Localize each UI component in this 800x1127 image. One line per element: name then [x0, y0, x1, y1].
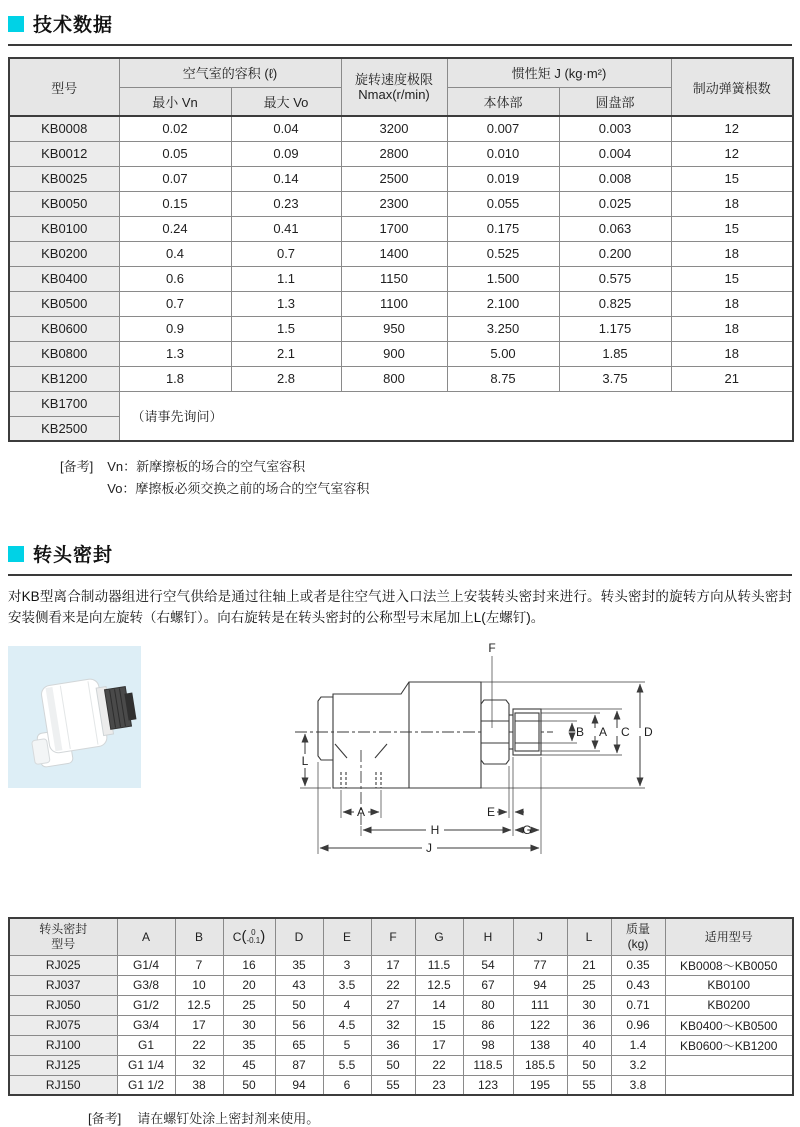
row-cell: 1150: [341, 266, 447, 291]
row-cell: 0.23: [231, 191, 341, 216]
col-header-b: B: [175, 918, 223, 955]
technical-table-header: [9, 58, 793, 116]
rotary-seal-figure: [8, 634, 792, 906]
remark-line-vo: Vo：摩擦板必须交换之前的场合的空气室容积: [107, 481, 370, 496]
row-cell: 111: [513, 995, 567, 1015]
row-cell: 5.00: [447, 341, 559, 366]
row-cell: 950: [341, 316, 447, 341]
row-model: KB0008: [9, 116, 119, 141]
row-cell: 1100: [341, 291, 447, 316]
row-cell: 25: [223, 995, 275, 1015]
table-row: [9, 1035, 793, 1055]
seal-cross-section: [318, 682, 541, 788]
technical-table-body: [9, 116, 793, 391]
col-header-springs: 制动弹簧根数: [671, 58, 793, 116]
dim-label-b: B: [576, 725, 585, 739]
row-model: RJ025: [9, 955, 117, 975]
row-cell: KB0200: [665, 995, 793, 1015]
row-model: RJ050: [9, 995, 117, 1015]
col-header-seal-model: 转头密封 型号: [9, 918, 117, 955]
row-cell: 11.5: [415, 955, 463, 975]
row-cell: 45: [223, 1055, 275, 1075]
col-header-e: E: [323, 918, 371, 955]
row-cell: 3.5: [323, 975, 371, 995]
row-cell: 3.250: [447, 316, 559, 341]
row-cell: 0.575: [559, 266, 671, 291]
row-cell: 0.008: [559, 166, 671, 191]
row-cell: 0.71: [611, 995, 665, 1015]
row-cell: 0.09: [231, 141, 341, 166]
row-cell: 2500: [341, 166, 447, 191]
table-row: [9, 166, 793, 191]
dim-label-d: D: [644, 725, 653, 739]
dim-label-f: F: [488, 641, 496, 655]
col-header-inertia-group: 惯性矩 J (kg·m²): [447, 58, 671, 87]
row-cell: 56: [275, 1015, 323, 1035]
row-cell: 40: [567, 1035, 611, 1055]
section-header-rotary-seal: [8, 540, 792, 576]
row-cell: 32: [371, 1015, 415, 1035]
dim-label-h: H: [430, 823, 440, 837]
row-cell: 36: [371, 1035, 415, 1055]
row-cell: 86: [463, 1015, 513, 1035]
row-cell: 15: [671, 166, 793, 191]
remark-text: 请在螺钉处涂上密封剂来使用。: [137, 1111, 320, 1126]
row-cell: 98: [463, 1035, 513, 1055]
row-cell: 5.5: [323, 1055, 371, 1075]
row-cell: 2.1: [231, 341, 341, 366]
row-cell: G1/4: [117, 955, 175, 975]
row-cell: 0.7: [119, 291, 231, 316]
row-cell: 800: [341, 366, 447, 391]
remark-label: [备考]: [88, 1111, 122, 1126]
technical-table-inquiry-rows: [9, 391, 793, 441]
col-header-volume-group: 空气室的容积 (ℓ): [119, 58, 341, 87]
table-row: [9, 1075, 793, 1095]
col-header-inertia-body: 本体部: [447, 87, 559, 116]
row-cell: 1.1: [231, 266, 341, 291]
row-cell: 38: [175, 1075, 223, 1095]
row-cell: 0.825: [559, 291, 671, 316]
row-cell: G1 1/4: [117, 1055, 175, 1075]
row-model: RJ125: [9, 1055, 117, 1075]
table-row: [9, 391, 793, 416]
col-header-j: J: [513, 918, 567, 955]
row-cell: 900: [341, 341, 447, 366]
row-cell: 0.003: [559, 116, 671, 141]
row-cell: KB0100: [665, 975, 793, 995]
row-cell: 36: [567, 1015, 611, 1035]
row-cell: 1.175: [559, 316, 671, 341]
table-row: [9, 291, 793, 316]
row-cell: 25: [567, 975, 611, 995]
row-cell: 0.07: [119, 166, 231, 191]
row-cell: 87: [275, 1055, 323, 1075]
row-cell: 3: [323, 955, 371, 975]
row-cell: 55: [371, 1075, 415, 1095]
row-model: RJ100: [9, 1035, 117, 1055]
remark-line-vn: Vn：新摩擦板的场合的空气室容积: [107, 459, 306, 474]
row-cell: 8.75: [447, 366, 559, 391]
row-cell: 1.8: [119, 366, 231, 391]
col-header-speed-limit: 旋转速度极限 Nmax(r/min): [341, 58, 447, 116]
row-cell: 50: [371, 1055, 415, 1075]
row-cell: 65: [275, 1035, 323, 1055]
dim-label-l: L: [301, 754, 309, 768]
row-cell: 4: [323, 995, 371, 1015]
row-cell: 122: [513, 1015, 567, 1035]
row-cell: 0.14: [231, 166, 341, 191]
row-cell: 0.24: [119, 216, 231, 241]
row-cell: 17: [415, 1035, 463, 1055]
row-cell: 35: [223, 1035, 275, 1055]
row-cell: 50: [223, 1075, 275, 1095]
row-cell: 22: [175, 1035, 223, 1055]
row-cell: KB0400～KB0500: [665, 1015, 793, 1035]
row-cell: 16: [223, 955, 275, 975]
row-cell: 18: [671, 316, 793, 341]
row-cell: KB0600～KB1200: [665, 1035, 793, 1055]
row-cell: 0.010: [447, 141, 559, 166]
row-cell: 30: [223, 1015, 275, 1035]
row-cell: 50: [275, 995, 323, 1015]
row-cell: 0.6: [119, 266, 231, 291]
col-header-h: H: [463, 918, 513, 955]
row-cell: G1/2: [117, 995, 175, 1015]
row-cell: 14: [415, 995, 463, 1015]
col-header-vo-max: 最大 Vo: [231, 87, 341, 116]
row-cell: 27: [371, 995, 415, 1015]
row-cell: 0.05: [119, 141, 231, 166]
row-cell: 118.5: [463, 1055, 513, 1075]
row-cell: 50: [567, 1055, 611, 1075]
row-cell: 1.500: [447, 266, 559, 291]
row-cell: 0.007: [447, 116, 559, 141]
col-header-mass: 质量 (kg): [611, 918, 665, 955]
row-cell: G3/4: [117, 1015, 175, 1035]
table-row: [9, 266, 793, 291]
row-model: KB0025: [9, 166, 119, 191]
row-cell: 3200: [341, 116, 447, 141]
remark-label: [备考]: [60, 459, 94, 474]
dim-label-a-right: A: [599, 725, 608, 739]
row-model: RJ150: [9, 1075, 117, 1095]
row-cell: G1: [117, 1035, 175, 1055]
row-cell: 0.43: [611, 975, 665, 995]
row-cell: 1.5: [231, 316, 341, 341]
table-row: [9, 116, 793, 141]
row-model: RJ037: [9, 975, 117, 995]
row-cell: 3.8: [611, 1075, 665, 1095]
row-model: RJ075: [9, 1015, 117, 1035]
table-row: [9, 366, 793, 391]
col-header-a: A: [117, 918, 175, 955]
row-cell: 12.5: [415, 975, 463, 995]
row-cell: 2.8: [231, 366, 341, 391]
row-cell: G1 1/2: [117, 1075, 175, 1095]
row-cell: 7: [175, 955, 223, 975]
row-cell: 2.100: [447, 291, 559, 316]
row-cell: 67: [463, 975, 513, 995]
rotary-seal-table-header: [9, 918, 793, 955]
col-header-applicable: 适用型号: [665, 918, 793, 955]
technical-data-table: [8, 57, 794, 442]
row-model: KB0600: [9, 316, 119, 341]
row-cell: 0.9: [119, 316, 231, 341]
row-model: KB0100: [9, 216, 119, 241]
row-cell: 0.019: [447, 166, 559, 191]
row-cell: 32: [175, 1055, 223, 1075]
row-cell: 21: [567, 955, 611, 975]
row-cell: 18: [671, 191, 793, 216]
row-cell: 0.41: [231, 216, 341, 241]
row-cell: 0.02: [119, 116, 231, 141]
row-cell: 30: [567, 995, 611, 1015]
row-cell: 0.15: [119, 191, 231, 216]
row-cell: 5: [323, 1035, 371, 1055]
table2-remark: [88, 1108, 792, 1127]
row-cell: KB0008～KB0050: [665, 955, 793, 975]
row-cell: 94: [275, 1075, 323, 1095]
table-row: [9, 216, 793, 241]
row-cell: 10: [175, 975, 223, 995]
row-cell: 0.025: [559, 191, 671, 216]
row-cell: 1400: [341, 241, 447, 266]
dim-label-e: E: [486, 805, 496, 819]
row-cell: 18: [671, 291, 793, 316]
row-cell: 0.055: [447, 191, 559, 216]
row-cell: 12: [671, 116, 793, 141]
row-model: KB1200: [9, 366, 119, 391]
row-cell: [665, 1055, 793, 1075]
row-cell: 23: [415, 1075, 463, 1095]
row-cell: 0.200: [559, 241, 671, 266]
row-cell: 21: [671, 366, 793, 391]
row-cell: 1.3: [231, 291, 341, 316]
inquiry-note: （请事先询问）: [119, 391, 793, 441]
row-cell: 0.7: [231, 241, 341, 266]
row-cell: 43: [275, 975, 323, 995]
col-header-inertia-disc: 圆盘部: [559, 87, 671, 116]
col-header-g: G: [415, 918, 463, 955]
row-cell: 0.063: [559, 216, 671, 241]
table-row: [9, 241, 793, 266]
row-cell: 80: [463, 995, 513, 1015]
table-row: [9, 341, 793, 366]
section-marker-icon: [8, 16, 24, 32]
row-model: KB2500: [9, 416, 119, 441]
product-photo: [8, 646, 141, 788]
col-header-l: L: [567, 918, 611, 955]
row-cell: 0.35: [611, 955, 665, 975]
row-model: KB0012: [9, 141, 119, 166]
section-marker-icon: [8, 546, 24, 562]
col-header-d: D: [275, 918, 323, 955]
dim-label-c: C: [621, 725, 630, 739]
dim-label-g: G: [522, 823, 532, 837]
dim-label-a-bottom: A: [356, 805, 366, 819]
row-cell: 35: [275, 955, 323, 975]
row-cell: 185.5: [513, 1055, 567, 1075]
table-row: [9, 1055, 793, 1075]
section-header-technical-data: [8, 10, 792, 46]
row-model: KB0500: [9, 291, 119, 316]
row-cell: 138: [513, 1035, 567, 1055]
row-cell: 0.004: [559, 141, 671, 166]
row-cell: 22: [415, 1055, 463, 1075]
row-cell: 1.3: [119, 341, 231, 366]
rotary-seal-table-body: [9, 955, 793, 1095]
row-cell: 3.75: [559, 366, 671, 391]
row-cell: 2800: [341, 141, 447, 166]
row-cell: 6: [323, 1075, 371, 1095]
row-cell: 15: [415, 1015, 463, 1035]
table-row: [9, 316, 793, 341]
dimension-drawing: [295, 640, 660, 884]
row-cell: 195: [513, 1075, 567, 1095]
row-cell: 55: [567, 1075, 611, 1095]
table-row: [9, 955, 793, 975]
row-cell: 77: [513, 955, 567, 975]
row-cell: 12.5: [175, 995, 223, 1015]
row-cell: 15: [671, 216, 793, 241]
row-cell: 0.175: [447, 216, 559, 241]
row-cell: G3/8: [117, 975, 175, 995]
row-cell: 123: [463, 1075, 513, 1095]
row-cell: 0.4: [119, 241, 231, 266]
col-header-f: F: [371, 918, 415, 955]
col-header-c: C ( 0 -0.1 ): [223, 918, 275, 955]
row-cell: 1700: [341, 216, 447, 241]
dim-label-j: J: [426, 841, 432, 855]
table-row: [9, 191, 793, 216]
col-header-model: 型号: [9, 58, 119, 116]
row-model: KB0800: [9, 341, 119, 366]
row-cell: 12: [671, 141, 793, 166]
row-cell: 1.4: [611, 1035, 665, 1055]
table-row: [9, 141, 793, 166]
row-cell: 20: [223, 975, 275, 995]
row-cell: 0.04: [231, 116, 341, 141]
row-model: KB0400: [9, 266, 119, 291]
row-cell: 0.525: [447, 241, 559, 266]
row-cell: 18: [671, 341, 793, 366]
table1-remark: [60, 456, 792, 500]
row-model: KB0200: [9, 241, 119, 266]
rotary-seal-table: [8, 917, 794, 1096]
section-title: 技术数据: [33, 15, 114, 36]
row-cell: 0.96: [611, 1015, 665, 1035]
row-cell: 2300: [341, 191, 447, 216]
row-cell: 94: [513, 975, 567, 995]
row-cell: [665, 1075, 793, 1095]
row-cell: 1.85: [559, 341, 671, 366]
section-title: 转头密封: [33, 545, 114, 566]
remark-lines: [107, 456, 369, 500]
table-row: [9, 995, 793, 1015]
row-model: KB0050: [9, 191, 119, 216]
row-cell: 17: [175, 1015, 223, 1035]
row-cell: 22: [371, 975, 415, 995]
row-cell: 15: [671, 266, 793, 291]
row-cell: 3.2: [611, 1055, 665, 1075]
table-row: [9, 1015, 793, 1035]
row-cell: 54: [463, 955, 513, 975]
row-cell: 18: [671, 241, 793, 266]
row-cell: 17: [371, 955, 415, 975]
rotary-seal-description: 对KB型离合制动器组进行空气供给是通过往轴上或者是往空气进入口法兰上安装转头密封来进行。转头密封的旋转方向从转头密封安装侧看来是向左旋转（右螺钉）。向右旋转是在转头密封的公称型号末尾加上L(左螺钉)。: [8, 589, 792, 625]
col-header-vn-min: 最小 Vn: [119, 87, 231, 116]
table-row: [9, 975, 793, 995]
row-cell: 4.5: [323, 1015, 371, 1035]
row-model: KB1700: [9, 391, 119, 416]
